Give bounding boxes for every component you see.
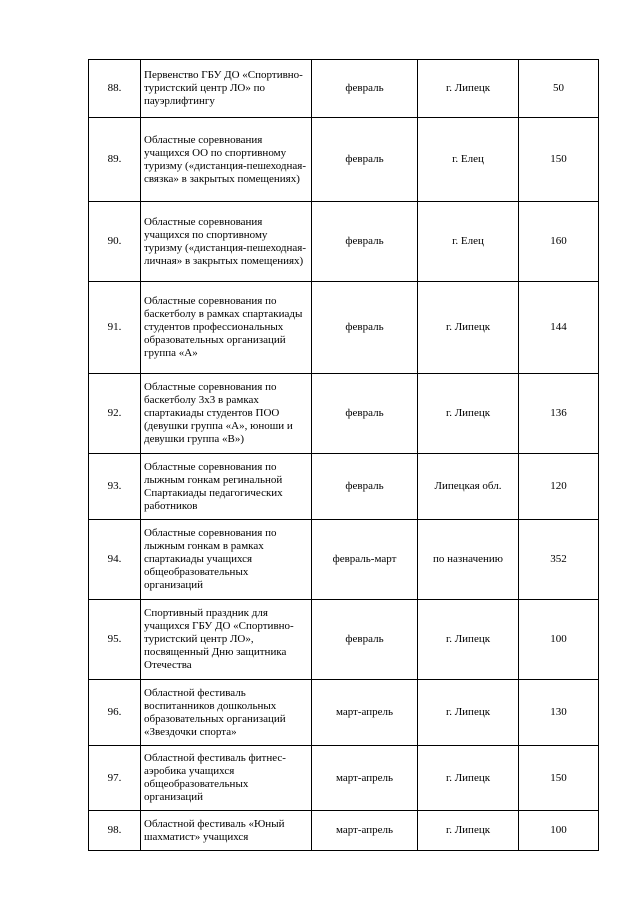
row-number: 94.	[89, 520, 141, 600]
event-month: февраль	[312, 282, 418, 374]
row-number: 96.	[89, 680, 141, 746]
event-month: март-апрель	[312, 746, 418, 811]
table-row	[89, 454, 599, 520]
participant-count: 50	[519, 60, 599, 118]
table-row	[89, 374, 599, 454]
table-row	[89, 60, 599, 118]
row-number: 90.	[89, 202, 141, 282]
participant-count: 100	[519, 600, 599, 680]
event-place: по назначению	[418, 520, 519, 600]
row-number: 93.	[89, 454, 141, 520]
event-name: Областные соревнования по баскетболу в рамках спартакиады студентов профессиональных образовательных организаций группа «А»	[141, 282, 312, 374]
row-number: 98.	[89, 811, 141, 851]
event-name: Областные соревнования по лыжным гонкам регинальной Спартакиады педагогических работников	[141, 454, 312, 520]
event-month: март-апрель	[312, 680, 418, 746]
event-month: февраль	[312, 600, 418, 680]
event-place: г. Елец	[418, 118, 519, 202]
participant-count: 352	[519, 520, 599, 600]
table-row	[89, 202, 599, 282]
table-row	[89, 282, 599, 374]
event-name: Спортивный праздник для учащихся ГБУ ДО «Спортивно-туристский центр ЛО», посвященный Дню защитника Отечества	[141, 600, 312, 680]
event-place: г. Липецк	[418, 282, 519, 374]
event-name: Областной фестиваль фитнес-аэробика учащихся общеобразовательных организаций	[141, 746, 312, 811]
event-month: февраль	[312, 118, 418, 202]
participant-count: 130	[519, 680, 599, 746]
participant-count: 120	[519, 454, 599, 520]
event-name: Областные соревнования учащихся ОО по спортивному туризму («дистанция-пешеходная-связка» в закрытых помещениях)	[141, 118, 312, 202]
row-number: 95.	[89, 600, 141, 680]
participant-count: 100	[519, 811, 599, 851]
event-place: г. Липецк	[418, 60, 519, 118]
table-row	[89, 600, 599, 680]
event-month: февраль	[312, 202, 418, 282]
event-month: февраль	[312, 454, 418, 520]
event-name: Областной фестиваль воспитанников дошкольных образовательных организаций «Звездочки спорта»	[141, 680, 312, 746]
row-number: 97.	[89, 746, 141, 811]
event-place: г. Липецк	[418, 746, 519, 811]
table-row	[89, 118, 599, 202]
event-month: февраль	[312, 60, 418, 118]
events-table	[88, 59, 599, 851]
event-place: г. Липецк	[418, 680, 519, 746]
event-name: Первенство ГБУ ДО «Спортивно-туристский центр ЛО» по пауэрлифтингу	[141, 60, 312, 118]
table-row	[89, 680, 599, 746]
event-month: февраль-март	[312, 520, 418, 600]
event-name: Областные соревнования по баскетболу 3х3 в рамках спартакиады студентов ПОО (девушки группа «А», юноши и девушки группа «В»)	[141, 374, 312, 454]
row-number: 91.	[89, 282, 141, 374]
participant-count: 160	[519, 202, 599, 282]
participant-count: 136	[519, 374, 599, 454]
table-row	[89, 746, 599, 811]
event-name: Областные соревнования учащихся по спортивному туризму («дистанция-пешеходная-личная» в закрытых помещениях)	[141, 202, 312, 282]
row-number: 88.	[89, 60, 141, 118]
event-place: Липецкая обл.	[418, 454, 519, 520]
row-number: 92.	[89, 374, 141, 454]
event-name: Областной фестиваль «Юный шахматист» учащихся	[141, 811, 312, 851]
row-number: 89.	[89, 118, 141, 202]
event-place: г. Липецк	[418, 811, 519, 851]
table-row	[89, 520, 599, 600]
event-place: г. Липецк	[418, 600, 519, 680]
participant-count: 144	[519, 282, 599, 374]
event-place: г. Елец	[418, 202, 519, 282]
event-name: Областные соревнования по лыжным гонкам в рамках спартакиады учащихся общеобразовательных организаций	[141, 520, 312, 600]
participant-count: 150	[519, 746, 599, 811]
participant-count: 150	[519, 118, 599, 202]
event-month: март-апрель	[312, 811, 418, 851]
table-row	[89, 811, 599, 851]
event-place: г. Липецк	[418, 374, 519, 454]
event-month: февраль	[312, 374, 418, 454]
